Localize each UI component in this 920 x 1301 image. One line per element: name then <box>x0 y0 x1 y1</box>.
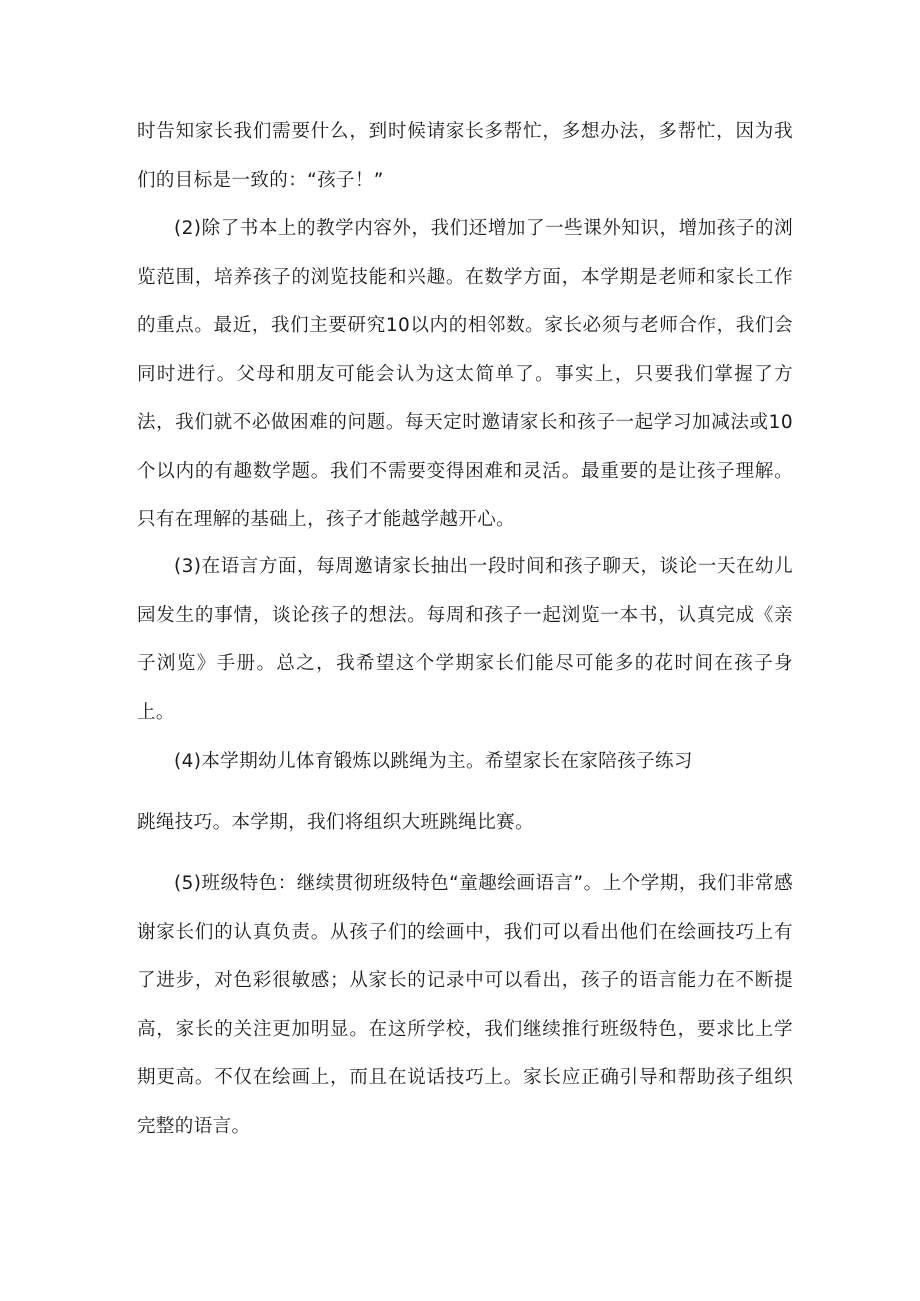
paragraph-item-2: (2)除了书本上的教学内容外，我们还增加了一些课外知识，增加孩子的浏览范围，培养孩子的浏览技能和兴趣。在数学方面，本学期是老师和家长工作的重点。最近，我们主要研究10以内的相邻数。家长必须与老师合作，我们会同时进行。父母和朋友可能会认为这太简单了。事实上，只要我们掌握了方法，我们就不必做困难的问题。每天定时邀请家长和孩子一起学习加减法或10个以内的有趣数学题。我们不需要变得困难和灵活。最重要的是让孩子理解。只有在理解的基础上，孩子才能越学越开心。 <box>137 218 793 530</box>
paragraph-item-5: (5)班级特色：继续贯彻班级特色“童趣绘画语言”。上个学期，我们非常感谢家长们的认真负责。从孩子们的绘画中，我们可以看出他们在绘画技巧上有了进步，对色彩很敏感；从家长的记录中可以看出，孩子的语言能力在不断提高，家长的关注更加明显。在这所学校，我们继续推行班级特色，要求比上学期更高。不仅在绘画上，而且在说话技巧上。家长应正确引导和帮助孩子组织完整的语言。 <box>137 873 793 1137</box>
paragraph-continuation: 时告知家长我们需要什么，到时候请家长多帮忙，多想办法，多帮忙，因为我们的目标是一致的：“孩子！” <box>137 121 793 191</box>
paragraph-item-4: (4)本学期幼儿体育锻炼以跳绳为主。希望家长在家陪孩子练习 <box>174 751 693 772</box>
paragraph-item-4-continuation: 跳绳技巧。本学期，我们将组织大班跳绳比赛。 <box>137 812 534 833</box>
paragraph-item-3: (3)在语言方面，每周邀请家长抽出一段时间和孩子聊天，谈论一天在幼儿园发生的事情，谈论孩子的想法。每周和孩子一起浏览一本书，认真完成《亲子浏览》手册。总之，我希望这个学期家长们能尽可能多的花时间在孩子身上。 <box>137 556 793 723</box>
